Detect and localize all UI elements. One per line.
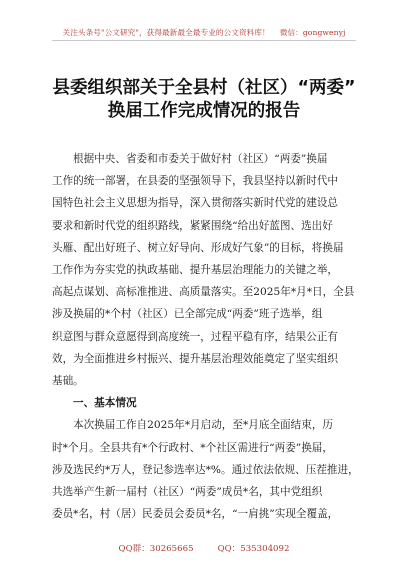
paragraph-line: 委员*名，村（居）民委员会委员*名，“一肩挑”实现全覆盖， <box>52 508 339 521</box>
paragraph-line: 高起点谋划、高标准推进、高质量落实。至2025年*月*日，全县 <box>52 286 355 299</box>
paragraph-line: 织意图与群众意愿得到高度统一，过程平稳有序，结果公正有 <box>52 330 339 343</box>
paragraph-line: 基础。 <box>52 375 84 388</box>
header-wechat-text: 微信：gongwenyj <box>279 28 346 37</box>
paragraph-line: 涉及选民约*万人，登记参选率达*%。通过依法依规、压茬推进， <box>52 463 359 476</box>
paragraph-line: 共选举产生新一届村（社区）“两委”成员*名，其中党组织 <box>52 486 323 499</box>
document-body <box>52 148 359 525</box>
paragraph-line: 国特色社会主义思想为指导，深入贯彻落实新时代党的建设总 <box>52 197 339 210</box>
paragraph-basic-info <box>52 414 359 525</box>
paragraph-line: 效，为全面推进乡村振兴、提升基层治理效能奠定了坚实组织 <box>52 352 339 365</box>
footer-contact <box>0 542 408 554</box>
paragraph-line: 根据中央、省委和市委关于做好村（社区）“两委”换届 <box>73 153 328 165</box>
paragraph-line: 要求和新时代党的组织路线，紧紧围绕“给出好蓝图、选出好 <box>52 219 333 232</box>
paragraph-intro <box>52 148 356 392</box>
section-heading: 一、基本情况 <box>73 397 137 410</box>
paragraph-line: 时*个月。全县共有*个行政村、*个社区需进行“两委”换届， <box>52 441 333 454</box>
paragraph-line: 工作作为夯实党的执政基础、提升基层治理能力的关键之举， <box>52 264 339 277</box>
document-title <box>40 77 368 123</box>
paragraph-line: 工作的统一部署，在县委的坚强领导下，我县坚持以新时代中 <box>52 175 339 188</box>
footer-qq: QQ：535304092 <box>217 544 290 554</box>
title-line-1: 县委组织部关于全县村（社区）“两委” <box>52 78 356 98</box>
paragraph-line: 头雁、配出好班子、树立好导向、形成好气象”的目标，将换届 <box>52 241 344 254</box>
header-divider <box>52 40 356 41</box>
title-line-2: 换届工作完成情况的报告 <box>107 101 301 121</box>
paragraph-line: 本次换届工作自2025年*月启动，至*月底全面结束，历 <box>73 419 334 432</box>
header-promo-text: 关注头条号"公文研究"，获得最新最全最专业的公文资料库！ <box>62 28 270 37</box>
footer-qq-group: QQ群：30265665 <box>118 544 194 554</box>
header-note <box>0 27 408 38</box>
paragraph-line: 涉及换届的*个村（社区）已全部完成“两委”班子选举，组 <box>52 308 323 321</box>
